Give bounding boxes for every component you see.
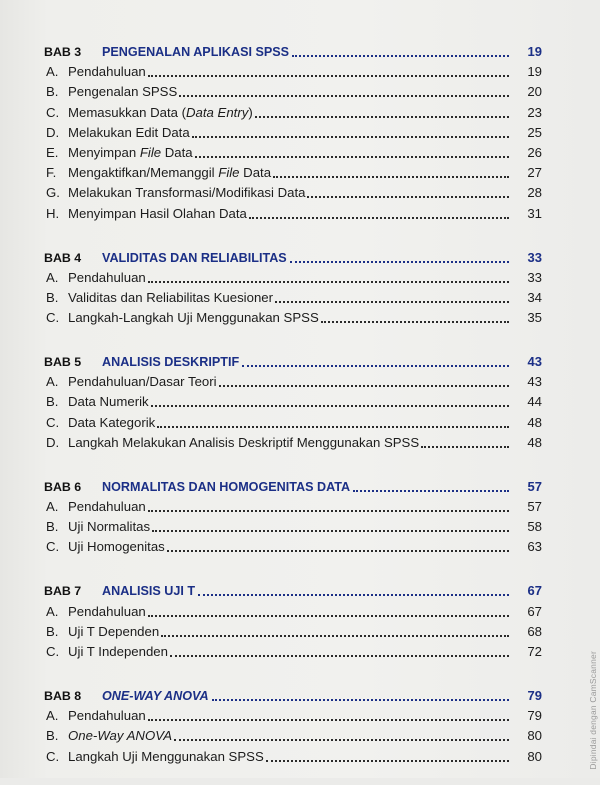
entry-letter: B. [46,289,59,305]
entry-text-suffix: Data [239,165,272,181]
toc-entry[interactable] [44,286,544,306]
toc-entry[interactable] [44,266,544,286]
entry-text: Pengenalan SPSS [68,84,178,100]
chapter-number: BAB 5 [44,355,82,370]
entry-text: Pendahuluan [68,708,146,724]
entry-label [68,519,150,535]
entry-italic-text: File [139,144,162,160]
chapter-number: BAB 6 [44,479,82,494]
entry-page-number: 67 [527,603,542,619]
entry-text: Pendahuluan [68,499,146,514]
entry-text: Uji Homogenitas [68,539,165,555]
entry-label [68,64,146,80]
entry-letter: B. [46,623,59,639]
entry-label [68,125,190,141]
entry-letter: B. [46,519,59,535]
entry-text: Data Numerik [68,394,149,410]
dot-leader [242,353,509,367]
dot-leader [167,538,509,552]
chapter-block [44,36,544,222]
chapter-title: ANALISIS DESKRIPTIF [102,355,240,370]
entry-label [68,644,168,660]
toc-entry[interactable] [44,181,544,201]
entry-label [68,84,177,100]
entry-label [68,145,193,161]
entry-page-number: 80 [527,748,542,764]
entry-page-number: 34 [527,289,542,305]
toc-entry[interactable] [44,495,544,515]
dot-leader [152,518,509,532]
entry-text: Pendahuluan/Dasar Teori [68,374,217,390]
toc-entry[interactable] [44,744,544,764]
entry-page-number: 19 [527,64,542,80]
dot-leader [192,124,509,138]
entry-label [68,708,146,724]
entry-letter: B. [46,84,59,100]
chapter-block [44,575,544,660]
entry-letter: C. [46,539,60,555]
dot-leader [353,478,509,492]
entry-text: Pendahuluan [68,64,146,80]
entry-page-number: 27 [527,165,542,181]
entry-page-number: 20 [527,84,542,100]
dot-leader [174,727,509,741]
dot-leader [148,269,509,283]
entry-letter: E. [46,144,59,160]
chapter-title: ONE-WAY ANOVA [102,688,209,703]
entry-letter: A. [46,374,59,390]
dot-leader [266,748,509,762]
entry-letter: F. [46,165,57,181]
toc-entry[interactable] [44,390,544,410]
entry-label [68,749,264,765]
entry-text: Langkah Melakukan Analisis Deskriptif Menggunakan SPSS [68,434,420,450]
scanner-watermark: Dipindai dengan CamScanner [588,651,598,770]
toc-entry[interactable] [44,80,544,100]
entry-letter: B. [46,394,59,410]
entry-page-number: 23 [527,104,542,120]
entry-label [68,270,146,286]
entry-text: Pendahuluan [68,269,146,285]
entry-page-number: 58 [527,519,542,535]
entry-letter: C. [46,643,60,659]
chapter-heading[interactable] [44,471,544,495]
entry-letter: A. [46,64,59,80]
entry-letter: H. [46,205,60,221]
dot-leader [148,603,509,617]
dot-leader [273,164,509,178]
entry-text: Uji T Independen [68,643,168,659]
dot-leader [148,63,509,77]
chapter-title: VALIDITAS DAN RELIABILITAS [102,250,287,265]
entry-italic-text: One-Way ANOVA [68,728,173,744]
toc-entry[interactable] [44,141,544,161]
entry-label [68,728,172,744]
chapter-title: ANALISIS UJI T [102,584,196,599]
chapter-number: BAB 3 [44,45,82,59]
entry-page-number: 44 [527,394,542,410]
toc-entry[interactable] [44,535,544,555]
chapter-number: BAB 4 [44,250,82,265]
dot-leader [161,623,509,637]
toc-entry[interactable] [44,60,544,80]
chapter-heading[interactable] [44,242,544,266]
dot-leader [151,393,509,407]
entry-text: Melakukan Transformasi/Modifikasi Data [68,185,306,201]
chapter-title: PENGENALAN APLIKASI SPSS [102,45,290,59]
entry-label [68,290,273,306]
toc-entry[interactable] [44,724,544,744]
entry-label [68,206,247,222]
toc-entry[interactable] [44,640,544,660]
entry-page-number: 48 [527,434,542,450]
dot-leader [170,643,509,657]
toc-entry[interactable] [44,431,544,451]
entry-text-suffix: Data [161,144,193,160]
entry-page-number: 68 [527,623,542,639]
entry-letter: G. [46,185,60,201]
entry-letter: B. [46,728,59,744]
toc-entry[interactable] [44,704,544,724]
entry-label [68,604,146,620]
entry-text: Menyimpan [68,144,140,160]
entry-letter: D. [46,434,60,450]
chapter-heading[interactable] [44,575,544,599]
chapter-heading[interactable] [44,680,544,704]
toc-entry[interactable] [44,306,544,326]
entry-letter: A. [46,269,59,285]
entry-text-suffix: ) [248,104,253,120]
entry-text: Uji Normalitas [68,519,151,535]
toc-entry[interactable] [44,100,544,120]
dot-leader [249,205,509,219]
entry-label [68,539,165,555]
entry-label [68,165,271,181]
entry-label [68,415,155,431]
entry-italic-text: Data Entry [186,104,249,120]
dot-leader [292,43,509,57]
toc-entry[interactable] [44,599,544,619]
table-of-contents [44,36,544,785]
chapter-block [44,242,544,327]
entry-letter: A. [46,708,59,724]
chapter-page-number: 19 [527,44,542,59]
entry-page-number: 48 [527,414,542,430]
entry-letter: C. [46,310,60,326]
entry-text: Langkah-Langkah Uji Menggunakan SPSS [68,310,319,326]
dot-leader [275,289,509,303]
entry-letter: C. [46,414,60,430]
entry-text: Melakukan Edit Data [68,124,190,140]
chapter-page-number: 79 [527,687,542,703]
entry-page-number: 35 [527,310,542,326]
entry-label [68,310,319,326]
entry-label [68,435,419,451]
entry-letter: A. [46,603,59,619]
entry-label [68,624,159,640]
chapter-block [44,471,544,556]
dot-leader [148,707,509,721]
entry-page-number: 31 [527,205,542,221]
chapter-page-number: 57 [527,478,542,494]
entry-label [68,394,149,410]
dot-leader [212,687,509,701]
entry-page-number: 57 [527,499,542,514]
entry-page-number: 26 [527,144,542,160]
entry-label [68,185,305,201]
dot-leader [179,83,509,97]
entry-page-number: 28 [527,185,542,201]
entry-page-number: 25 [527,124,542,140]
dot-leader [148,498,509,512]
entry-italic-text: File [218,165,240,181]
entry-label [68,105,253,121]
toc-entry[interactable] [44,410,544,430]
dot-leader [198,582,509,596]
dot-leader [157,414,509,428]
entry-letter: C. [46,104,60,120]
chapter-number: BAB 8 [44,688,82,703]
entry-letter: C. [46,748,60,764]
chapter-title: NORMALITAS DAN HOMOGENITAS DATA [102,479,351,494]
chapter-heading[interactable] [44,346,544,370]
toc-entry[interactable] [44,370,544,390]
entry-page-number: 63 [527,539,542,555]
toc-entry[interactable] [44,121,544,141]
toc-entry[interactable] [44,620,544,640]
dot-leader [255,104,509,118]
dot-leader [195,144,509,158]
toc-entry[interactable] [44,201,544,221]
entry-label [68,374,217,390]
entry-text: Menyimpan Hasil Olahan Data [68,205,247,221]
entry-text: Uji T Dependen [68,623,160,639]
entry-letter: D. [46,124,60,140]
dot-leader [290,249,509,263]
chapter-block [44,680,544,765]
entry-page-number: 43 [527,374,542,390]
entry-page-number: 79 [527,708,542,724]
toc-entry[interactable] [44,161,544,181]
dot-leader [219,373,509,387]
chapter-heading[interactable] [44,36,544,60]
dot-leader [307,184,509,198]
chapter-page-number: 67 [527,583,542,599]
dot-leader [421,434,509,448]
toc-entry[interactable] [44,515,544,535]
entry-text: Pendahuluan [68,603,146,619]
entry-text: Validitas dan Reliabilitas Kuesioner [68,289,274,305]
entry-label [68,499,146,515]
entry-page-number: 33 [527,269,542,285]
entry-page-number: 80 [527,728,542,744]
dot-leader [321,309,509,323]
chapter-block [44,346,544,451]
chapter-page-number: 43 [527,354,542,370]
entry-letter: A. [46,499,59,514]
entry-page-number: 72 [527,643,542,659]
entry-text: Mengaktifkan/Memanggil [68,165,219,181]
entry-text: Data Kategorik [68,414,156,430]
chapter-page-number: 33 [527,249,542,265]
entry-text: Memasukkan Data ( [68,104,186,120]
chapter-number: BAB 7 [44,584,82,599]
entry-text: Langkah Uji Menggunakan SPSS [68,748,264,764]
